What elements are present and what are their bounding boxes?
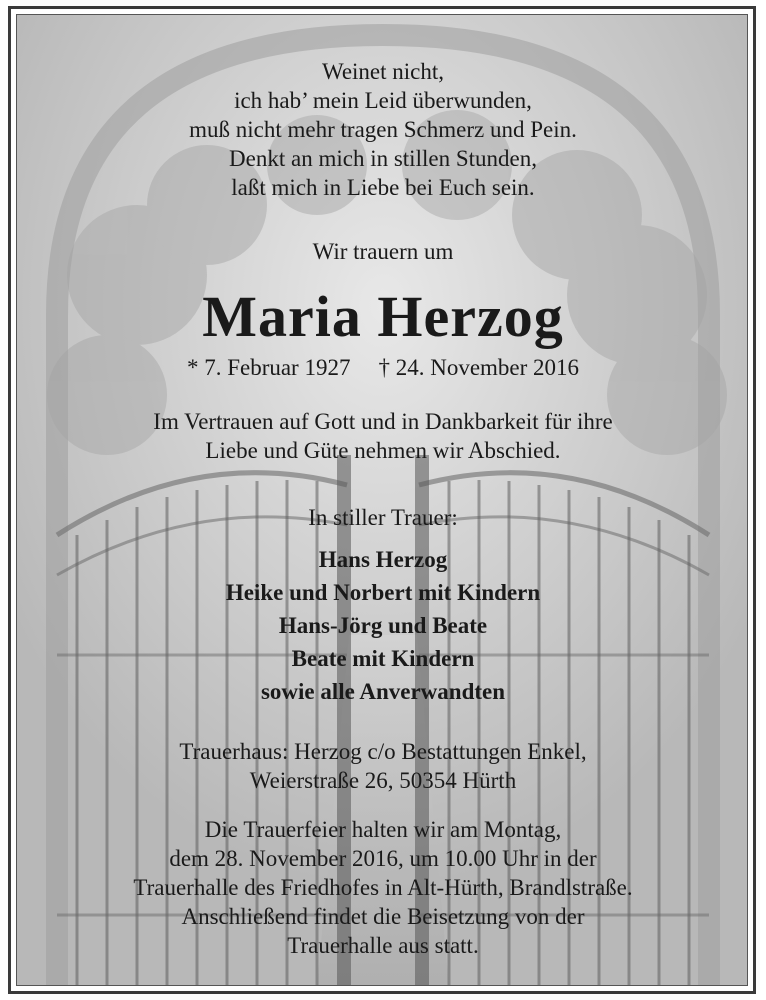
obituary-card [16, 14, 748, 986]
service-line: Trauerhalle aus statt. [287, 933, 479, 958]
service-line: dem 28. November 2016, um 10.00 Uhr in der [169, 846, 597, 871]
deceased-name: Maria Herzog [202, 284, 564, 349]
mourner: Beate mit Kindern [291, 646, 475, 671]
mourner: Heike und Norbert mit Kindern [225, 580, 541, 605]
mourner: Hans Herzog [318, 547, 448, 572]
poem [17, 57, 748, 202]
poem-line: muß nicht mehr tragen Schmerz und Pein. [189, 117, 577, 142]
funeral-service-info [17, 815, 748, 960]
poem-line: Denkt an mich in stillen Stunden, [229, 146, 537, 171]
birth-date: * 7. Februar 1927 [186, 355, 351, 380]
mourning-house-address [17, 737, 748, 795]
farewell-line: Liebe und Güte nehmen wir Abschied. [205, 438, 561, 463]
intro-text: Wir trauern um [312, 239, 454, 264]
service-line: Anschließend findet die Beisetzung von der [181, 904, 585, 929]
mourners-list [17, 543, 748, 708]
mourner: sowie alle Anverwandten [260, 679, 506, 704]
obituary-text [17, 15, 748, 986]
mourners-label: In stiller Trauer: [308, 505, 458, 530]
poem-line: Weinet nicht, [321, 59, 445, 84]
poem-line: ich hab’ mein Leid überwunden, [234, 88, 532, 113]
mourner: Hans-Jörg und Beate [278, 613, 488, 638]
life-dates [17, 355, 748, 381]
farewell-text [17, 407, 748, 465]
address-line: Trauerhaus: Herzog c/o Bestattungen Enkel, [179, 739, 587, 764]
service-line: Trauerhalle des Friedhofes in Alt-Hürth, Brandlstraße. [133, 875, 633, 900]
farewell-line: Im Vertrauen auf Gott und in Dankbarkeit für ihre [153, 409, 613, 434]
death-date: † 24. November 2016 [378, 355, 580, 380]
poem-line: laßt mich in Liebe bei Euch sein. [231, 175, 535, 200]
address-line: Weierstraße 26, 50354 Hürth [249, 768, 517, 793]
service-line: Die Trauerfeier halten wir am Montag, [204, 817, 562, 842]
